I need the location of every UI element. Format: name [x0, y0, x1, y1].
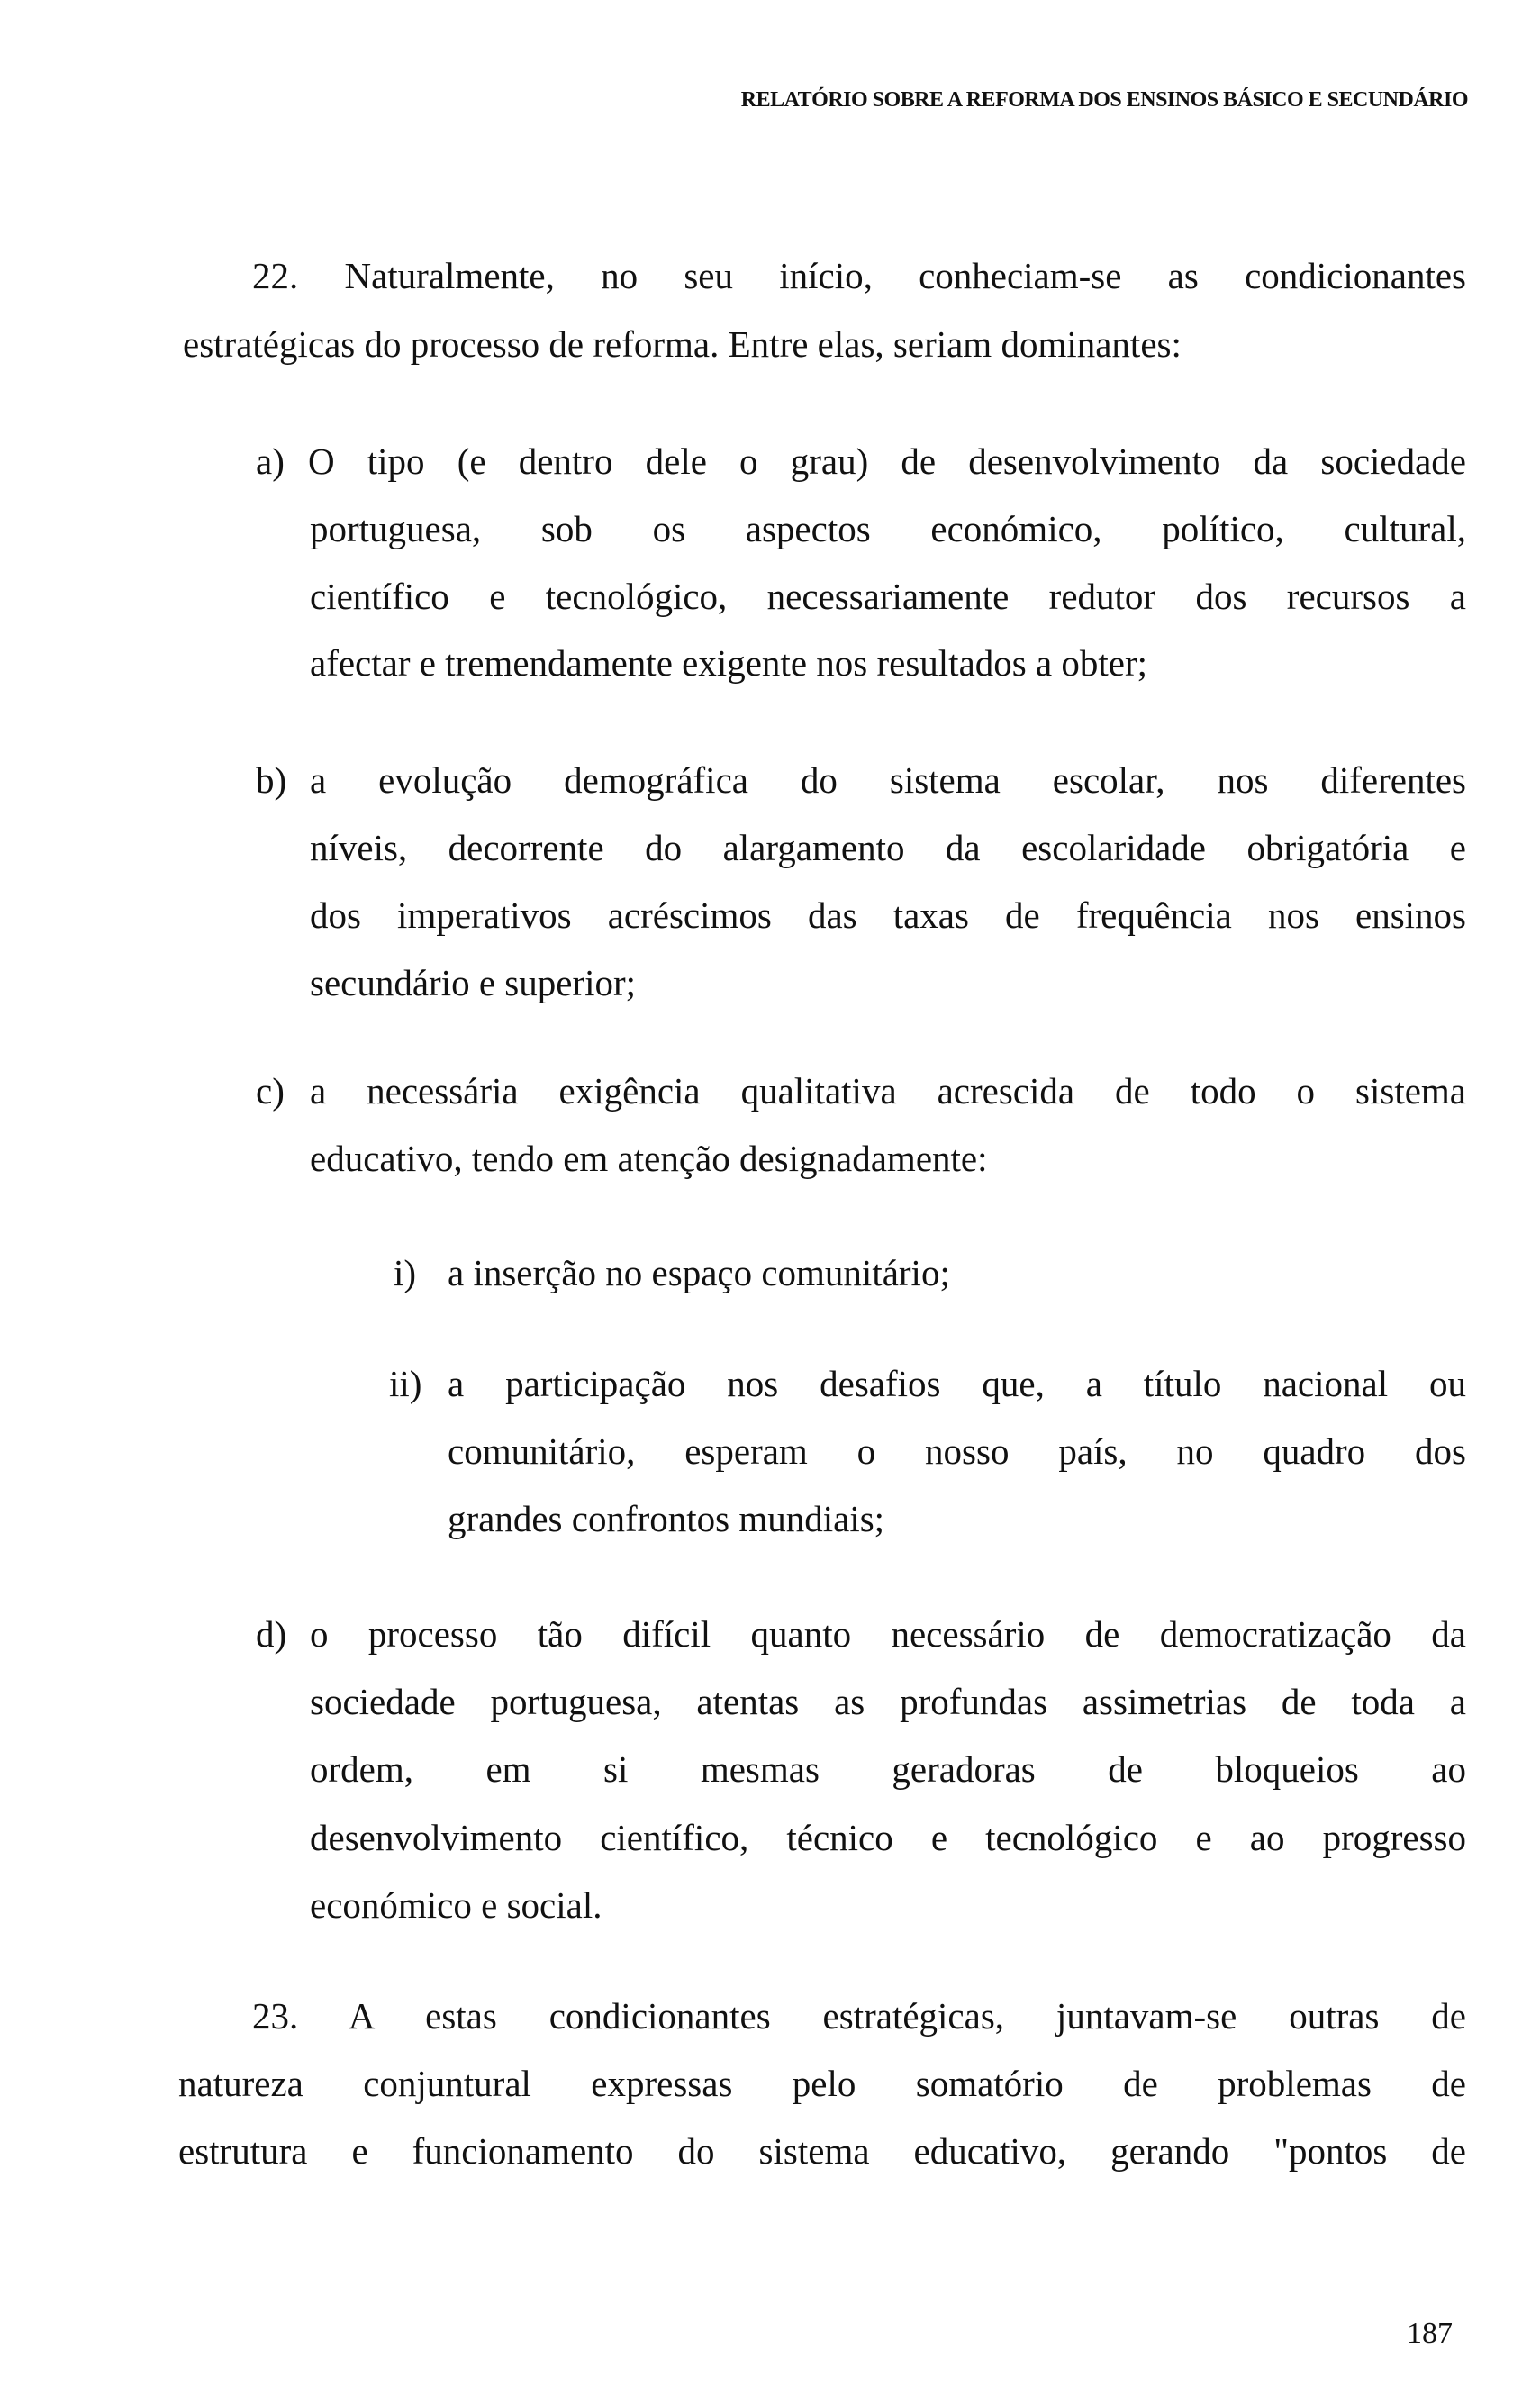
item-label: a): [256, 440, 285, 482]
item-line: económico e social.: [310, 1884, 602, 1926]
item-line: a evolução demográfica do sistema escolar, nos diferentes: [310, 759, 1466, 801]
item-line: níveis, decorrente do alargamento da escolaridade obrigatória e: [310, 827, 1466, 868]
item-line: dos imperativos acréscimos das taxas de frequência nos ensinos: [310, 894, 1466, 936]
paragraph-line: estrutura e funcionamento do sistema educativo, gerando "pontos de: [178, 2130, 1466, 2172]
item-label: i): [394, 1252, 417, 1293]
item-line: a necessária exigência qualitativa acrescida de todo o sistema: [310, 1070, 1466, 1112]
item-line: portuguesa, sob os aspectos económico, político, cultural,: [310, 508, 1466, 549]
item-line: secundário e superior;: [310, 962, 637, 1003]
item-label: ii): [389, 1363, 422, 1404]
item-label: b): [256, 759, 287, 801]
page-number: 187: [1407, 2317, 1453, 2350]
item-line: científico e tecnológico, necessariamente redutor dos recursos a: [310, 576, 1466, 617]
item-line: O tipo (e dentro dele o grau) de desenvolvimento da sociedade: [308, 440, 1466, 482]
item-line: o processo tão difícil quanto necessário de democratização da: [310, 1613, 1466, 1655]
item-line: sociedade portuguesa, atentas as profundas assimetrias de toda a: [310, 1681, 1466, 1722]
paragraph-line: 22. Naturalmente, no seu início, conheciam-se as condicionantes: [252, 255, 1466, 296]
item-line: ordem, em si mesmas geradoras de bloqueios ao: [310, 1748, 1466, 1790]
item-line: grandes confrontos mundiais;: [448, 1498, 885, 1539]
item-line: a participação nos desafios que, a título nacional ou: [448, 1363, 1466, 1404]
paragraph-line: estratégicas do processo de reforma. Entre elas, seriam dominantes:: [183, 323, 1182, 365]
item-label: c): [256, 1070, 285, 1112]
item-line: a inserção no espaço comunitário;: [448, 1252, 950, 1293]
item-line: afectar e tremendamente exigente nos resultados a obter;: [310, 642, 1148, 684]
paragraph-line: natureza conjuntural expressas pelo somatório de problemas de: [178, 2063, 1466, 2104]
item-line: educativo, tendo em atenção designadamente:: [310, 1138, 988, 1179]
item-line: desenvolvimento científico, técnico e tecnológico e ao progresso: [310, 1817, 1466, 1858]
running-header: RELATÓRIO SOBRE A REFORMA DOS ENSINOS BÁSICO E SECUNDÁRIO: [740, 88, 1468, 112]
item-label: d): [256, 1613, 287, 1655]
item-line: comunitário, esperam o nosso país, no quadro dos: [448, 1430, 1466, 1472]
paragraph-line: 23. A estas condicionantes estratégicas, juntavam-se outras de: [252, 1995, 1466, 2037]
